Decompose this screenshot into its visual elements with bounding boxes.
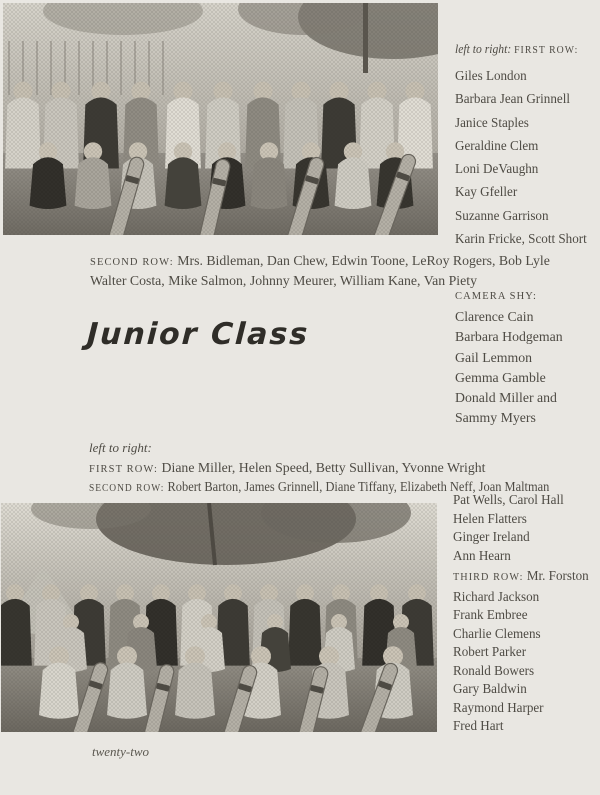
group-photo-illustration — [1, 503, 437, 732]
first-row-label: FIRST ROW: — [89, 464, 159, 476]
student-name: Clarence Cain — [455, 309, 534, 324]
student-name: Ginger Ireland — [453, 529, 530, 544]
second-row-label: SECOND ROW: — [89, 483, 165, 495]
student-name: Mr. Forston — [526, 568, 589, 583]
class-photo-top — [3, 3, 438, 235]
caption-intro-line — [455, 42, 595, 57]
student-name: Kay Gfeller — [455, 184, 518, 200]
camera-shy-caption — [455, 291, 563, 429]
second-row-line2 — [90, 272, 550, 290]
student-names: Robert Barton, James Grinnell, Diane Tiffany, Elizabeth Neff, Joan Maltman — [167, 479, 550, 495]
page-title: Junior Class — [86, 317, 311, 352]
student-name: Barbara Hodgeman — [455, 329, 563, 345]
left-to-right-note: left to right: — [89, 440, 152, 455]
group-photo-illustration — [3, 3, 438, 235]
student-name: Robert Parker — [453, 644, 527, 659]
camera-shy-label: CAMERA SHY: — [455, 291, 538, 302]
student-names: Walter Costa, Mike Salmon, Johnny Meurer, William Kane, Van Piety — [90, 272, 477, 288]
left-to-right-note: left to right: — [455, 42, 512, 56]
top-first-row-caption — [455, 42, 600, 250]
student-name: Gail Lemmon — [455, 349, 533, 365]
student-name: Loni DeVaughn — [455, 161, 539, 177]
student-name: Gemma Gamble — [455, 369, 546, 385]
bottom-first-row-line — [89, 459, 600, 478]
first-row-name-list — [455, 64, 598, 250]
third-row-label: THIRD ROW: — [453, 572, 524, 583]
student-name: Fred Hart — [453, 718, 504, 733]
bottom-caption-column — [453, 491, 589, 736]
camera-shy-name-list — [455, 307, 563, 429]
student-name: Ann Hearn — [453, 547, 511, 563]
student-name: Janice Staples — [455, 114, 529, 130]
student-name: Geraldine Clem — [455, 137, 539, 153]
student-names: Mrs. Bidleman, Dan Chew, Edwin Toone, LeRoy Rogers, Bob Lyle — [177, 253, 550, 268]
second-row-line1 — [90, 252, 550, 272]
student-name: Sammy Myers — [455, 410, 536, 426]
student-name: Donald Miller and — [455, 390, 557, 406]
student-name: Gary Baldwin — [453, 681, 527, 696]
bottom-caption-head — [89, 439, 600, 498]
page-number: twenty-two — [92, 744, 150, 759]
student-name: Frank Embree — [453, 607, 528, 622]
student-name: Charlie Clemens — [453, 625, 541, 641]
third-row-line — [453, 567, 589, 588]
student-name: Raymond Harper — [453, 699, 544, 715]
student-name: Karin Fricke, Scott Short — [455, 231, 587, 247]
student-name: Suzanne Garrison — [455, 207, 549, 223]
student-name: Pat Wells, Carol Hall — [453, 492, 564, 507]
student-name: Giles London — [455, 68, 527, 83]
student-names: Diane Miller, Helen Speed, Betty Sullivan, Yvonne Wright — [161, 460, 486, 476]
student-name: Helen Flatters — [453, 510, 527, 526]
student-name: Richard Jackson — [453, 588, 540, 604]
second-row-label: SECOND ROW: — [90, 257, 174, 268]
first-row-label: FIRST ROW: — [514, 45, 579, 56]
student-name: Ronald Bowers — [453, 662, 535, 678]
student-name: Barbara Jean Grinnell — [455, 91, 571, 107]
class-photo-bottom — [1, 503, 437, 732]
top-second-row-caption — [90, 252, 550, 290]
